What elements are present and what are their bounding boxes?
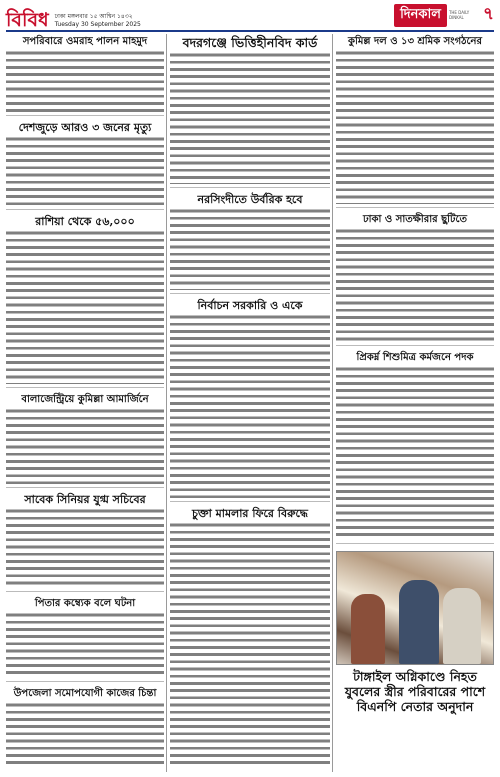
page-number: ৭ (482, 4, 494, 24)
masthead-tagline: THE DAILY DINKAL (448, 10, 470, 20)
story-body (336, 49, 494, 204)
story-headline: দেশজুড়ে আরও ৩ জনের মৃত্যু (18, 121, 152, 134)
column-right (336, 34, 494, 772)
masthead (394, 1, 494, 29)
story-headline: সাবেক সিনিয়র যুগ্ম সচিবের (24, 493, 146, 506)
story (336, 212, 494, 346)
news-photo (336, 551, 494, 665)
story-headline: চুক্তা মামলার ফিরে বিরুদ্ধে (192, 507, 308, 520)
story (170, 192, 330, 294)
photo-person (443, 588, 481, 664)
story (6, 34, 164, 116)
story-body (170, 207, 330, 290)
story-headline: বদরগঞ্জে ভিত্তিহীনবিদ কার্ড (182, 35, 318, 50)
story (170, 506, 330, 768)
story (6, 392, 164, 488)
story-body (170, 521, 330, 765)
story-body (336, 365, 494, 540)
story-lead (170, 34, 330, 188)
story (170, 298, 330, 502)
story-body (170, 313, 330, 498)
page-header (6, 4, 494, 32)
story-body (6, 407, 164, 484)
photo-person (399, 580, 439, 664)
story (6, 120, 164, 210)
story-body (6, 229, 164, 384)
masthead-logo: দিনকাল (394, 4, 447, 27)
story (6, 596, 164, 682)
story (336, 34, 494, 208)
column-center (170, 34, 330, 772)
story-headline: কুমিল্ল দল ও ১৩ শ্রমিক সংগঠনের (348, 36, 482, 47)
date-english: Tuesday 30 September 2025 (54, 20, 141, 28)
story-headline: পিতার কম্ব্যেক বলে ঘটনা (34, 598, 136, 609)
column-left (6, 34, 164, 772)
story-body (6, 507, 164, 588)
story-headline: প্রিকর্ম্ন শিশুমিত্র কর্মজনে পদক (356, 352, 474, 363)
date-block (55, 13, 141, 28)
story-headline: সপরিবারে ওমরাহ পালন মাহমুদ (22, 36, 148, 47)
story-body (170, 51, 330, 184)
story-headline: উপজেলা সমোপযোগী কাজের চিন্তা (13, 688, 157, 699)
story (336, 668, 494, 768)
story-body (336, 227, 494, 342)
story (336, 350, 494, 544)
photo-person (351, 594, 385, 664)
column-rule (332, 34, 333, 772)
date-bangla: ঢাকা মঙ্গলবার ১৫ আশ্বিন ১৪৩২ (54, 13, 133, 20)
story (6, 686, 164, 768)
story-body (6, 49, 164, 112)
column-rule (166, 34, 167, 772)
story-headline: নির্বাচন সরকারি ও একে (197, 299, 303, 312)
story-body (6, 701, 164, 765)
story-body (6, 135, 164, 206)
story-headline: বালাজেন্ট্রিয়ে কুমিল্লা আমার্জিনে (21, 394, 149, 405)
story-headline: টাঙ্গাইল অগ্নিকাণ্ডে নিহত যুবলের স্ত্রীর পরিবারের পাশে বিএনপি নেতার অনুদান (344, 669, 486, 714)
story-headline: রাশিয়া থেকে ৫৬,০০০ (35, 215, 135, 228)
story-body (6, 611, 164, 678)
story-headline: ঢাকা ও সাতক্ষীরার ছুটিতে (362, 214, 468, 225)
section-title: বিবিধ (6, 9, 49, 31)
story (6, 492, 164, 592)
story-headline: নরসিংদীতে উর্বরিক হবে (197, 193, 303, 206)
story (6, 214, 164, 388)
